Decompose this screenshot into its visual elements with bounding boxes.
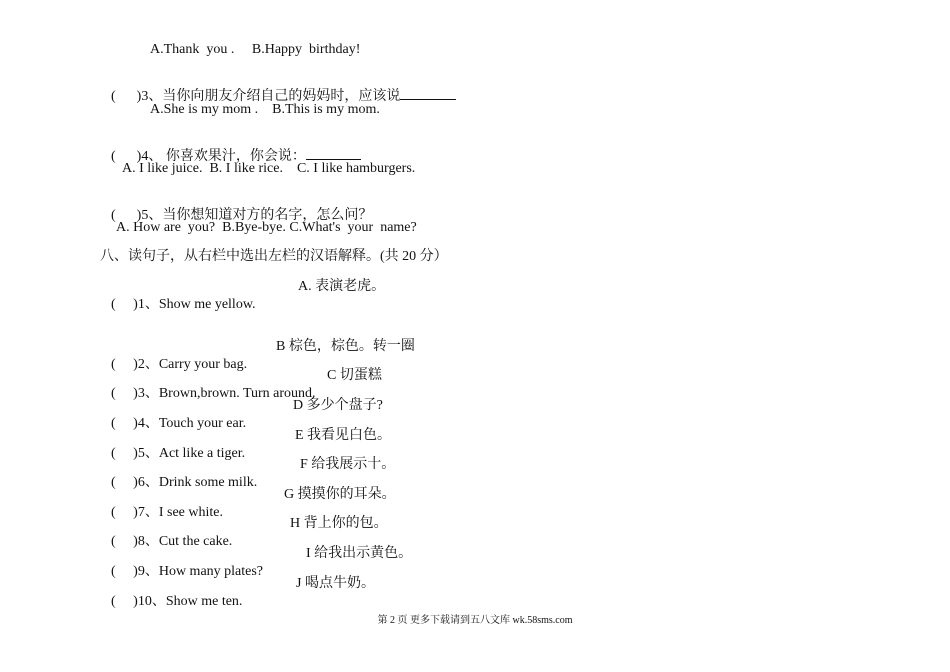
question-3-options: A.She is my mom . B.This is my mom. xyxy=(150,102,380,117)
answer-paren: ( ) xyxy=(111,297,138,312)
answer-paren: ( ) xyxy=(111,446,138,461)
left-sentence: 8、Cut the cake. xyxy=(137,534,233,549)
answer-blank xyxy=(400,99,456,100)
answer-paren: ( ) xyxy=(111,534,138,549)
section-8-title: 八、读句子，从右栏中选出左栏的汉语解释。(共 20 分） xyxy=(100,249,448,264)
left-sentence: 2、Carry your bag. xyxy=(137,357,248,372)
left-sentence: 1、Show me yellow. xyxy=(137,297,256,312)
right-option-a: A. 表演老虎。 xyxy=(298,279,386,294)
right-option-h: H 背上你的包。 xyxy=(290,516,388,531)
left-sentence: 9、How many plates? xyxy=(137,564,264,579)
right-option-c: C 切蛋糕 xyxy=(327,368,382,383)
right-option-e: E 我看见白色。 xyxy=(295,428,392,443)
question-stem: 5、当你想知道对方的名字，怎么问？ xyxy=(141,208,373,223)
left-sentence: 5、Act like a tiger. xyxy=(137,446,246,461)
page-footer: 第 2 页 更多下载请到五八文库 wk.58sms.com xyxy=(377,615,573,626)
question-4-options: A. I like juice. B. I like rice. C. I like hamburgers. xyxy=(122,161,416,176)
question-2-options: A.Thank you . B.Happy birthday! xyxy=(150,42,361,57)
right-option-d: D 多少个盘子? xyxy=(293,398,383,413)
matching-row-10 xyxy=(104,575,242,611)
answer-paren: ( ) xyxy=(111,357,138,372)
right-option-b: B 棕色，棕色。转一圈 xyxy=(276,339,415,354)
left-sentence: 6、Drink some milk. xyxy=(137,475,258,490)
answer-paren: ( ) xyxy=(111,416,138,431)
matching-row-1 xyxy=(104,278,256,314)
left-sentence: 4、Touch your ear. xyxy=(137,416,247,431)
answer-paren: ( ) xyxy=(111,594,138,609)
answer-paren: ( ) xyxy=(111,89,142,104)
answer-paren: ( ) xyxy=(111,505,138,520)
left-sentence: 10、Show me ten. xyxy=(137,594,243,609)
right-option-j: J 喝点牛奶。 xyxy=(296,576,375,591)
right-option-g: G 摸摸你的耳朵。 xyxy=(284,487,396,502)
answer-paren: ( ) xyxy=(111,149,142,164)
left-sentence: 3、Brown,brown. Turn around. xyxy=(137,386,316,401)
answer-paren: ( ) xyxy=(111,564,138,579)
answer-paren: ( ) xyxy=(111,386,138,401)
answer-paren: ( ) xyxy=(111,208,142,223)
question-5-options: A. How are you? B.Bye-bye. C.What's your name? xyxy=(116,220,417,235)
question-stem: 3、当你向朋友介绍自己的妈妈时，应该说 xyxy=(141,89,401,104)
answer-paren: ( ) xyxy=(111,475,138,490)
question-stem: 4、 你喜欢果汁，你会说： xyxy=(141,149,306,164)
left-sentence: 7、I see white. xyxy=(137,505,223,520)
right-option-f: F 给我展示十。 xyxy=(300,457,396,472)
right-option-i: I 给我出示黄色。 xyxy=(306,546,413,561)
